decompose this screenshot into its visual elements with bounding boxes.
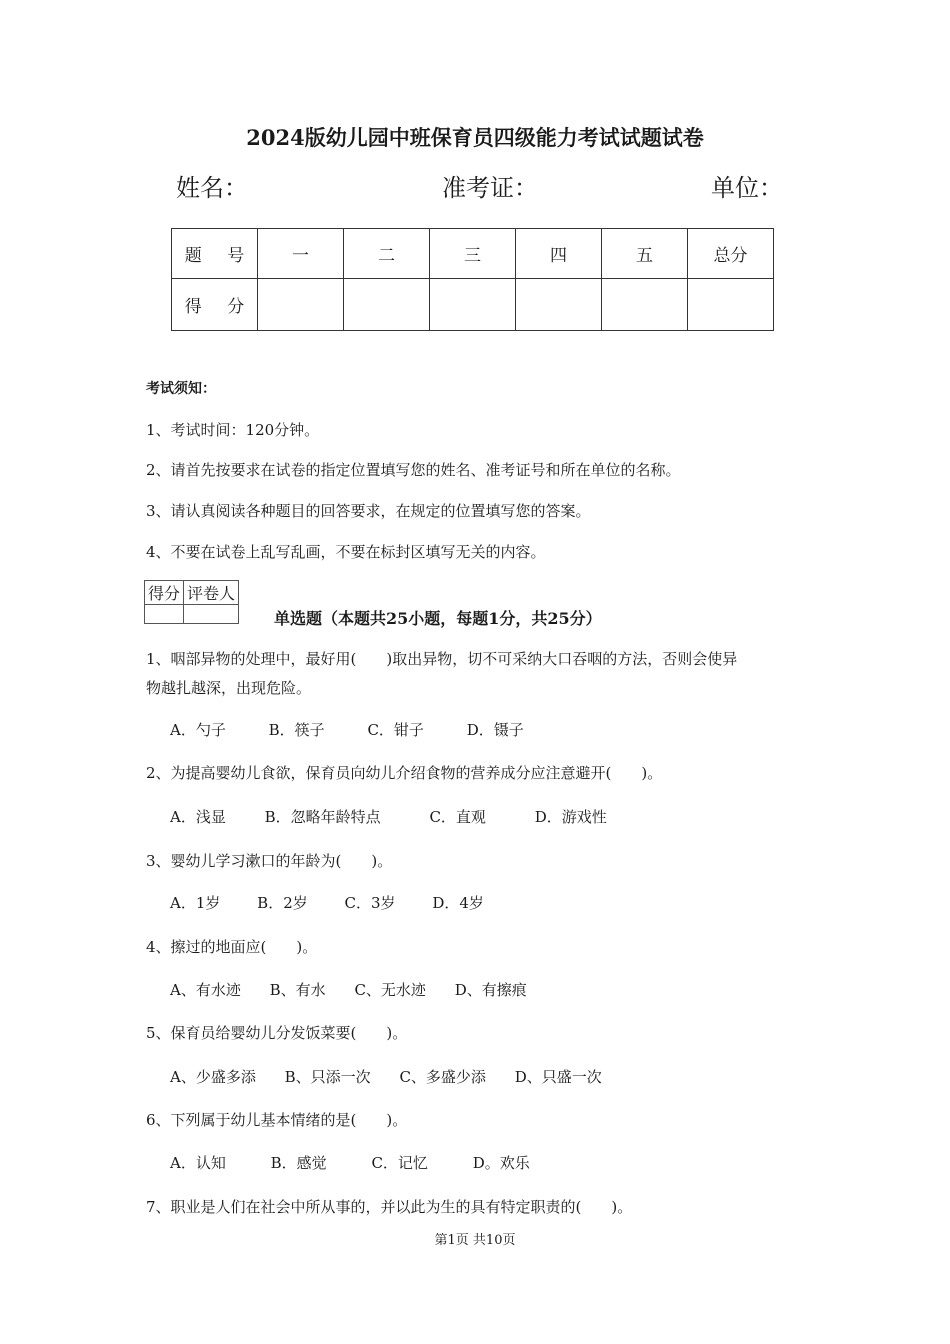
option[interactable]: A．勺子 [170,721,226,739]
score-cell[interactable] [602,279,688,331]
score-table-header-cell: 五 [602,229,688,279]
option[interactable]: A．1岁 [170,894,221,912]
name-field-label: 姓名： [176,174,248,202]
note-item: 4、不要在试卷上乱写乱画，不要在标封区填写无关的内容。 [146,543,546,561]
note-item: 1、考试时间：120分钟。 [146,421,320,439]
option[interactable]: C．3岁 [344,894,396,912]
score-cell[interactable] [516,279,602,331]
grader-score-label: 得分 [145,581,184,605]
note-item: 3、请认真阅读各种题目的回答要求，在规定的位置填写您的答案。 [146,502,591,520]
option[interactable]: D、有擦痕 [454,981,527,999]
question-2-line: 2、为提高婴幼儿食欲，保育员向幼儿介绍食物的营养成分应注意避开( )。 [146,764,663,782]
grader-score-cell[interactable] [145,605,184,624]
option[interactable]: D、只盛一次 [514,1068,602,1086]
question-4-options [170,979,527,1000]
section-title: 单选题（本题共25小题，每题1分，共25分） [274,609,602,628]
exam-title: 2024版幼儿园中班保育员四级能力考试试题试卷 [246,125,704,150]
score-table-header-cell: 四 [516,229,602,279]
option[interactable]: C、无水迹 [354,981,426,999]
grader-name-cell[interactable] [184,605,239,624]
grader-box-entry-row [145,605,239,624]
unit-field-label: 单位： [711,174,783,202]
option[interactable]: C．记忆 [371,1154,428,1172]
question-6-options [170,1152,530,1173]
option[interactable]: D．镊子 [466,721,524,739]
question-6-line: 6、下列属于幼儿基本情绪的是( )。 [146,1111,408,1129]
score-table-header-cell: 一 [258,229,344,279]
option[interactable]: B．筷子 [268,721,325,739]
question-4-line: 4、擦过的地面应( )。 [146,938,318,956]
grader-name-label: 评卷人 [184,581,239,605]
option[interactable]: C．直观 [429,808,486,826]
score-table [171,228,774,331]
option[interactable]: B．感觉 [270,1154,327,1172]
question-1-line: 物越扎越深，出现危险。 [146,679,312,697]
option[interactable]: D。欢乐 [472,1154,530,1172]
option[interactable]: C、多盛少添 [399,1068,486,1086]
question-7-line: 7、职业是人们在社会中所从事的，并以此为生的具有特定职责的( )。 [146,1198,633,1216]
question-2-options [170,806,607,827]
score-table-row-label: 得 分 [172,279,258,331]
score-cell[interactable] [258,279,344,331]
option[interactable]: B．2岁 [257,894,308,912]
score-cell[interactable] [344,279,430,331]
score-table-score-row [172,279,774,331]
score-table-header-cell: 三 [430,229,516,279]
note-item: 2、请首先按要求在试卷的指定位置填写您的姓名、准考证号和所在单位的名称。 [146,461,681,479]
score-cell[interactable] [430,279,516,331]
option[interactable]: B．忽略年龄特点 [264,808,381,826]
grader-box [144,580,239,624]
question-5-options [170,1066,602,1087]
question-3-options [170,892,484,913]
option[interactable]: A、少盛多添 [170,1068,256,1086]
grader-box-header-row [145,581,239,605]
option[interactable]: A．认知 [170,1154,226,1172]
exam-id-field-label: 准考证： [442,174,538,202]
option[interactable]: A．浅显 [170,808,226,826]
option[interactable]: B、有水 [269,981,326,999]
score-table-header-row [172,229,774,279]
score-table-header-cell: 题 号 [172,229,258,279]
question-1-line: 1、咽部异物的处理中，最好用( )取出异物，切不可采纳大口吞咽的方法，否则会使异 [146,650,738,668]
score-cell[interactable] [688,279,774,331]
option[interactable]: C．钳子 [367,721,424,739]
score-table-header-cell: 二 [344,229,430,279]
option[interactable]: D．游戏性 [534,808,607,826]
question-3-line: 3、婴幼儿学习漱口的年龄为( )。 [146,852,393,870]
notes-title: 考试须知： [146,381,216,397]
option[interactable]: A、有水迹 [170,981,241,999]
question-1-options [170,719,524,740]
option[interactable]: B、只添一次 [284,1068,371,1086]
page-footer: 第1页 共10页 [434,1233,516,1248]
question-5-line: 5、保育员给婴幼儿分发饭菜要( )。 [146,1024,408,1042]
score-table-header-cell: 总分 [688,229,774,279]
option[interactable]: D．4岁 [432,894,484,912]
